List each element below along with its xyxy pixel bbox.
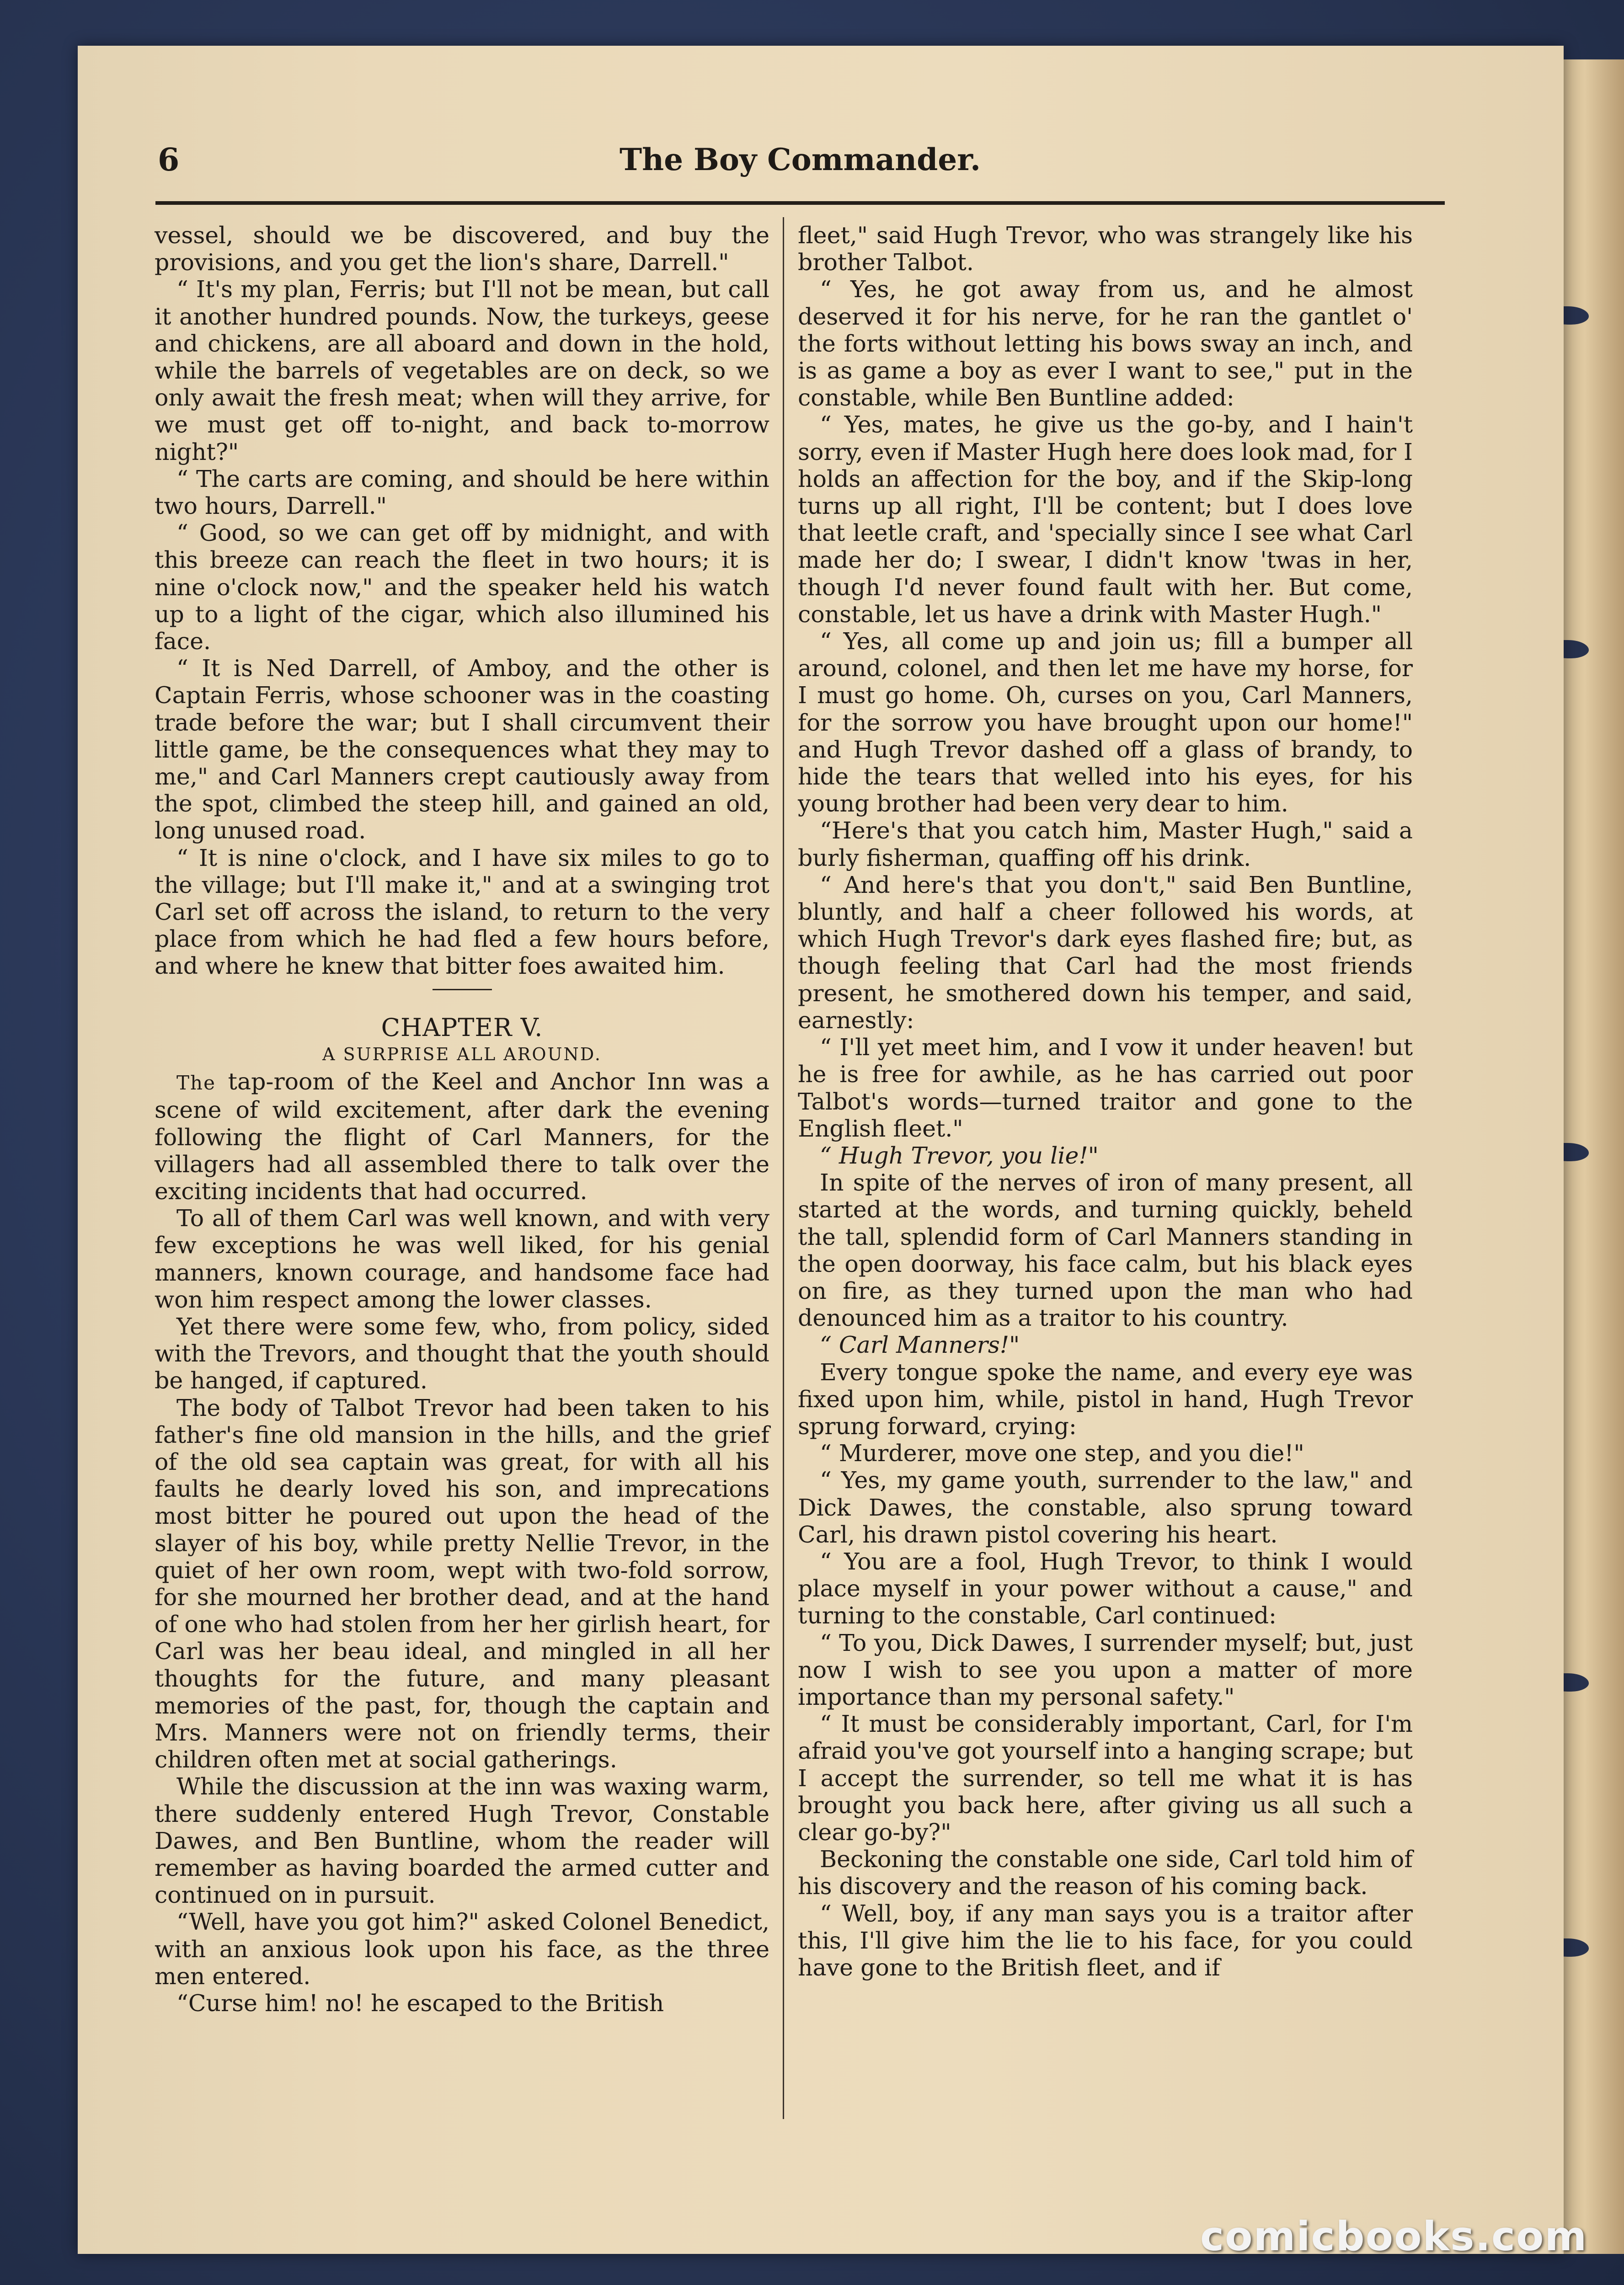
running-title: The Boy Commander. [619,142,981,177]
paragraph: Beckoning the constable one side, Carl told him of his discovery and the reason of his coming back. [798,1846,1413,1900]
text-column-left [155,222,769,2017]
lead-word: The [176,1072,216,1094]
chapter-title: CHAPTER V. [381,1013,543,1042]
paragraph: “ Carl Manners!" [820,1331,1020,1359]
paragraph: “ Yes, my game youth, surrender to the law," and Dick Dawes, the constable, also sprung toward Carl, his drawn pistol covering his heart. [798,1467,1413,1548]
paragraph: To all of them Carl was well known, and with very few exceptions he was well liked, for his genial manners, known courage, and handsome face had won him respect among the lower classes. [155,1205,769,1313]
paragraph: “ It's my plan, Ferris; but I'll not be mean, but call it another hundred pounds. Now, the turkeys, geese and chickens, are all aboard and down in the hold, while the barrels of vegetables are on deck, so we only await the fresh meat; when will they arrive, for we must get off to-night, and back to-morrow night?" [155,276,769,465]
paragraph: While the discussion at the inn was waxing warm, there suddenly entered Hugh Trevor, Constable Dawes, and Ben Buntline, whom the reader will remember as having boarded the armed cutter and continued on in pursuit. [155,1773,769,1909]
paragraph: “ And here's that you don't," said Ben Buntline, bluntly, and half a cheer followed his words, at which Hugh Trevor's dark eyes flashed fire; but, as though feeling that Carl had the most friends present, he smothered down his temper, and said, earnestly: [798,871,1413,1034]
paragraph: “ Good, so we can get off by midnight, and with this breeze can reach the fleet in two hours; it is nine o'clock now," and the speaker held his watch up to a light of the cigar, which also illumined his face. [155,519,769,655]
paragraph: “ Yes, mates, he give us the go-by, and I hain't sorry, even if Master Hugh here does look mad, for I holds an affection for the boy, and if the Skip-long turns up all right, I'll be content; but I does love that leetle craft, and 'specially since I see what Carl made her do; I swear, I didn't know 'twas in her, though I'd never found fault with her. But come, constable, let us have a drink with Master Hugh." [798,411,1413,628]
page-number: 6 [158,142,180,178]
paragraph: “Curse him! no! he escaped to the British [176,1990,664,2017]
site-watermark: comicbooks.com [1200,2213,1588,2260]
paragraph-text: tap-room of the Keel and Anchor Inn was a scene of wild excitement, after dark the evening following the flight of Carl Manners, for the villagers had all assembled there to talk over the exciting incidents that had occurred. [155,1068,769,1205]
paragraph: “Here's that you catch him, Master Hugh," said a burly fisherman, quaffing off his drink. [798,817,1413,871]
paragraph [155,1068,769,1205]
paragraph: “ You are a fool, Hugh Trevor, to think I would place myself in your power without a cause," and turning to the constable, Carl continued: [798,1548,1413,1629]
paragraph: Yet there were some few, who, from policy, sided with the Trevors, and thought that the youth should be hanged, if captured. [155,1313,769,1394]
column-divider [783,217,784,2119]
paragraph: In spite of the nerves of iron of many present, all started at the words, and turning quickly, beheld the tall, splendid form of Carl Manners standing in the open doorway, his face calm, but his black eyes on fire, as they turned upon the man who had denounced him as a traitor to his country. [798,1169,1413,1332]
chapter-subtitle: A SURPRISE ALL AROUND. [322,1044,602,1064]
paragraph: “ It must be considerably important, Carl, for I'm afraid you've got yourself into a hanging scrape; but I accept the surrender, so tell me what it is has brought you back here, after giving us all such a clear go-by?" [798,1710,1413,1846]
header-rule [155,201,1445,205]
paragraph: “ Murderer, move one step, and you die!" [820,1440,1304,1467]
paragraph: “ It is nine o'clock, and I have six miles to go to the village; but I'll make it," and at a swinging trot Carl set off across the island, to return to the very place from which he had fled a few hours before, and where he knew that bitter foes awaited him. [155,844,769,980]
paragraph: “ To you, Dick Dawes, I surrender myself; but, just now I wish to see you upon a matter of more importance than my personal safety." [798,1629,1413,1710]
paragraph: “Well, have you got him?" asked Colonel Benedict, with an anxious look upon his face, as the three men entered. [155,1908,769,1990]
paragraph: “ I'll yet meet him, and I vow it under heaven! but he is free for awhile, as he has carried out poor Talbot's words—turned traitor and gone to the English fleet." [798,1034,1413,1142]
paragraph: “ Hugh Trevor, you lie!" [820,1142,1099,1169]
page-header [158,142,1442,192]
paragraph: The body of Talbot Trevor had been taken to his father's fine old mansion in the hills, and the grief of the old sea captain was great, for with all his faults he dearly loved his son, and imprecations most bitter he poured out upon the head of the slayer of his boy, while pretty Nellie Trevor, in the quiet of her own room, wept with two-fold sorrow, for she mourned her brother dead, and at the hand of one who had stolen from her her girlish heart, for Carl was her beau ideal, and mingled in all her thoughts for the future, and many pleasant memories of the past, for, though the captain and Mrs. Manners were not on friendly terms, their children often met at social gatherings. [155,1394,769,1773]
paragraph: fleet," said Hugh Trevor, who was strangely like his brother Talbot. [798,222,1413,276]
paragraph: “ Yes, he got away from us, and he almost deserved it for his nerve, for he ran the gantlet o' the forts without letting his bows sway an inch, and is as game a boy as ever I want to see," put in the constable, while Ben Buntline added: [798,276,1413,411]
paragraph: vessel, should we be discovered, and buy the provisions, and you get the lion's share, Darrell." [155,222,769,276]
paragraph: “ Yes, all come up and join us; fill a bumper all around, colonel, and then let me have my horse, for I must go home. Oh, curses on you, Carl Manners, for the sorrow you have brought upon our home!" and Hugh Trevor dashed off a glass of brandy, to hide the tears that welled into his eyes, for his young brother had been very dear to him. [798,628,1413,817]
paragraph: “ The carts are coming, and should be here within two hours, Darrell." [155,465,769,520]
paragraph: “ It is Ned Darrell, of Amboy, and the other is Captain Ferris, whose schooner was in the coasting trade before the war; but I shall circumvent their little game, be the consequences what they may to me," and Carl Manners crept cautiously away from the spot, climbed the steep hill, and gained an old, long unused road. [155,655,769,844]
text-column-right [798,222,1413,1981]
paragraph: Every tongue spoke the name, and every eye was fixed upon him, while, pistol in hand, Hugh Trevor sprung forward, crying: [798,1358,1413,1440]
paragraph: “ Well, boy, if any man says you is a traitor after this, I'll give him the lie to his face, for you could have gone to the British fleet, and if [798,1900,1413,1981]
section-separator [433,989,492,990]
